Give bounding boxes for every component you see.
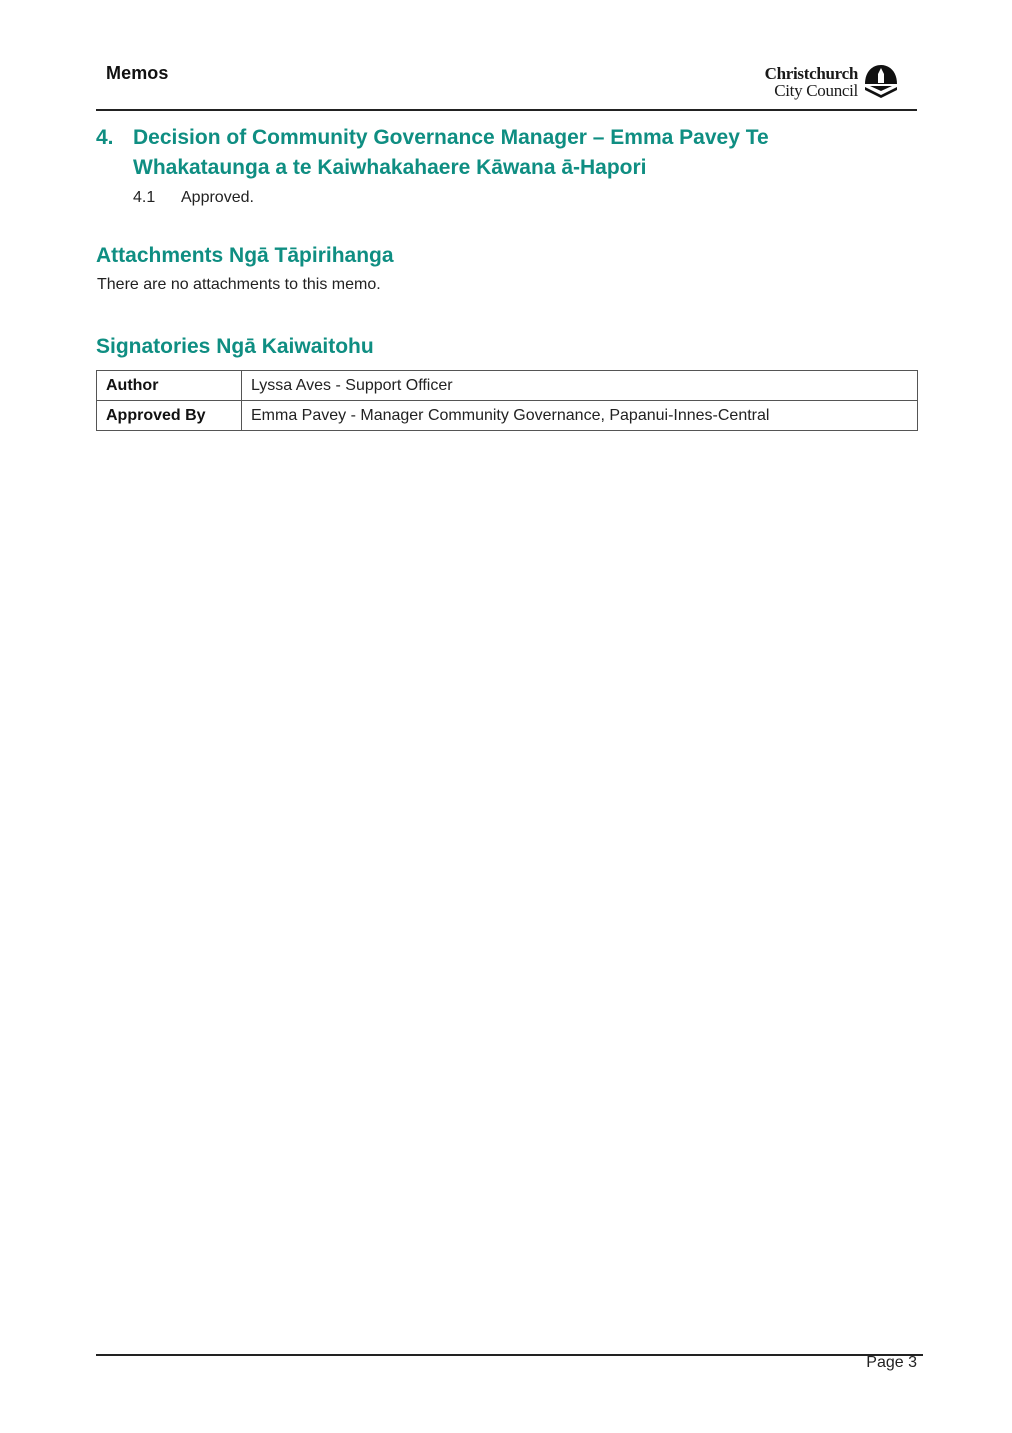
christchurch-city-council-logo-icon bbox=[862, 62, 900, 100]
signatories-table bbox=[96, 370, 918, 431]
signatories-heading: Signatories Ngā Kaiwaitohu bbox=[96, 335, 374, 358]
attachments-text: There are no attachments to this memo. bbox=[97, 276, 381, 293]
row-value: Emma Pavey - Manager Community Governance, Papanui-Innes-Central bbox=[242, 401, 918, 431]
header-title: Memos bbox=[106, 63, 169, 83]
logo-text-line1: Christchurch bbox=[764, 64, 858, 83]
table-row bbox=[97, 401, 918, 431]
row-label: Approved By bbox=[97, 401, 242, 431]
row-value: Lyssa Aves - Support Officer bbox=[242, 371, 918, 401]
row-label: Author bbox=[97, 371, 242, 401]
item-text: Approved. bbox=[181, 189, 254, 206]
attachments-heading: Attachments Ngā Tāpirihanga bbox=[96, 244, 394, 267]
item-number: 4.1 bbox=[133, 189, 156, 206]
section-number: 4. bbox=[96, 126, 114, 149]
logo-text-line2: City Council bbox=[774, 81, 858, 100]
table-row bbox=[97, 371, 918, 401]
header-divider bbox=[96, 109, 917, 111]
council-logo bbox=[746, 60, 900, 104]
footer-divider bbox=[96, 1354, 923, 1356]
page-number: Page 3 bbox=[866, 1354, 917, 1371]
section-title: Decision of Community Governance Manager – Emma Pavey Te Whakataunga a te Kaiwhakahaere Kāwana ā-Hapori bbox=[133, 126, 769, 179]
